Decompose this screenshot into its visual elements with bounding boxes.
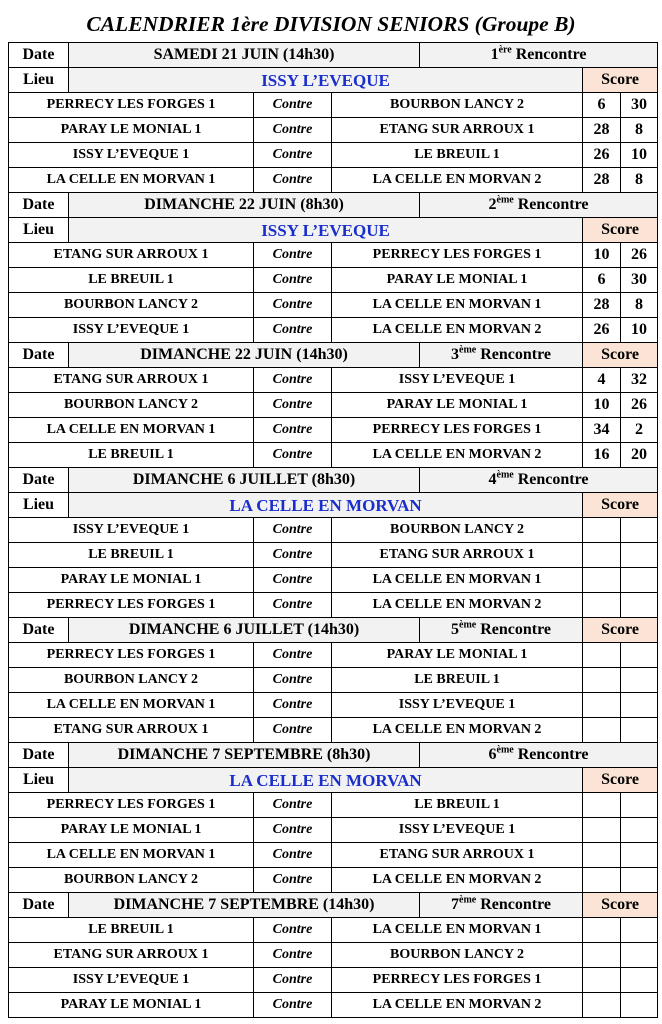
match-row — [9, 643, 658, 668]
date-row — [9, 743, 658, 768]
away-score: 30 — [621, 268, 658, 293]
away-score — [621, 718, 658, 743]
home-score — [583, 918, 621, 943]
match-row — [9, 293, 658, 318]
home-score — [583, 568, 621, 593]
round-ordinal: ème — [459, 894, 477, 906]
home-team: LE BREUIL 1 — [9, 443, 254, 468]
versus-label: Contre — [254, 643, 332, 668]
home-team: ISSY L’EVEQUE 1 — [9, 518, 254, 543]
date-label: Date — [9, 893, 69, 918]
versus-label: Contre — [254, 168, 332, 193]
away-team: LA CELLE EN MORVAN 2 — [332, 168, 583, 193]
versus-label: Contre — [254, 968, 332, 993]
away-team: PARAY LE MONIAL 1 — [332, 393, 583, 418]
home-team: PARAY LE MONIAL 1 — [9, 568, 254, 593]
versus-label: Contre — [254, 843, 332, 868]
versus-label: Contre — [254, 943, 332, 968]
match-row — [9, 543, 658, 568]
venue-name: LA CELLE EN MORVAN — [69, 493, 583, 518]
home-score — [583, 818, 621, 843]
versus-label: Contre — [254, 593, 332, 618]
away-team: ETANG SUR ARROUX 1 — [332, 543, 583, 568]
match-row — [9, 443, 658, 468]
match-row — [9, 93, 658, 118]
match-row — [9, 143, 658, 168]
venue-row — [9, 218, 658, 243]
away-team: ISSY L’EVEQUE 1 — [332, 368, 583, 393]
round-ordinal: ème — [459, 619, 477, 631]
home-team: PERRECY LES FORGES 1 — [9, 593, 254, 618]
away-team: LA CELLE EN MORVAN 2 — [332, 868, 583, 893]
home-score: 26 — [583, 143, 621, 168]
match-row — [9, 918, 658, 943]
match-row — [9, 518, 658, 543]
away-team: LE BREUIL 1 — [332, 793, 583, 818]
round-label — [420, 43, 658, 68]
round-number: 4 — [488, 471, 497, 488]
round-word: Rencontre — [480, 621, 552, 638]
versus-label: Contre — [254, 668, 332, 693]
home-score — [583, 668, 621, 693]
away-score: 20 — [621, 443, 658, 468]
home-team: ISSY L’EVEQUE 1 — [9, 143, 254, 168]
versus-label: Contre — [254, 93, 332, 118]
home-team: ETANG SUR ARROUX 1 — [9, 368, 254, 393]
round-label — [420, 468, 658, 493]
home-team: LA CELLE EN MORVAN 1 — [9, 843, 254, 868]
round-number: 1 — [490, 46, 499, 63]
home-score — [583, 868, 621, 893]
home-score: 6 — [583, 268, 621, 293]
round-label — [420, 893, 583, 918]
home-team: LA CELLE EN MORVAN 1 — [9, 168, 254, 193]
venue-name: ISSY L’EVEQUE — [69, 68, 583, 93]
home-score — [583, 993, 621, 1018]
round-number: 7 — [451, 896, 460, 913]
match-date: DIMANCHE 6 JUILLET (14h30) — [69, 618, 420, 643]
away-team: LE BREUIL 1 — [332, 143, 583, 168]
match-row — [9, 593, 658, 618]
match-row — [9, 943, 658, 968]
versus-label: Contre — [254, 318, 332, 343]
home-score — [583, 543, 621, 568]
away-score — [621, 918, 658, 943]
away-score — [621, 818, 658, 843]
home-score — [583, 968, 621, 993]
round-word: Rencontre — [480, 346, 552, 363]
away-team: ETANG SUR ARROUX 1 — [332, 118, 583, 143]
date-row — [9, 343, 658, 368]
match-row — [9, 718, 658, 743]
home-team: PERRECY LES FORGES 1 — [9, 643, 254, 668]
versus-label: Contre — [254, 243, 332, 268]
score-header: Score — [583, 768, 658, 793]
home-score: 10 — [583, 243, 621, 268]
away-score: 26 — [621, 243, 658, 268]
venue-name: LA CELLE EN MORVAN — [69, 768, 583, 793]
date-row — [9, 468, 658, 493]
away-score — [621, 668, 658, 693]
away-score — [621, 693, 658, 718]
home-score: 26 — [583, 318, 621, 343]
round-label — [420, 193, 658, 218]
match-row — [9, 418, 658, 443]
score-header: Score — [583, 218, 658, 243]
versus-label: Contre — [254, 268, 332, 293]
round-word: Rencontre — [517, 746, 589, 763]
date-row — [9, 43, 658, 68]
match-row — [9, 318, 658, 343]
home-team: ISSY L’EVEQUE 1 — [9, 968, 254, 993]
away-team: LA CELLE EN MORVAN 1 — [332, 568, 583, 593]
match-date: DIMANCHE 7 SEPTEMBRE (8h30) — [69, 743, 420, 768]
match-date: DIMANCHE 7 SEPTEMBRE (14h30) — [69, 893, 420, 918]
home-team: ISSY L’EVEQUE 1 — [9, 318, 254, 343]
versus-label: Contre — [254, 443, 332, 468]
home-team: PARAY LE MONIAL 1 — [9, 818, 254, 843]
home-score: 34 — [583, 418, 621, 443]
away-team: LA CELLE EN MORVAN 2 — [332, 318, 583, 343]
venue-label: Lieu — [9, 218, 69, 243]
date-row — [9, 193, 658, 218]
versus-label: Contre — [254, 818, 332, 843]
home-team: PERRECY LES FORGES 1 — [9, 93, 254, 118]
home-score — [583, 593, 621, 618]
away-score — [621, 943, 658, 968]
home-score: 16 — [583, 443, 621, 468]
match-row — [9, 168, 658, 193]
round-number: 5 — [451, 621, 460, 638]
away-score: 10 — [621, 318, 658, 343]
round-word: Rencontre — [517, 471, 589, 488]
date-label: Date — [9, 193, 69, 218]
match-row — [9, 268, 658, 293]
score-header: Score — [583, 618, 658, 643]
away-score — [621, 543, 658, 568]
round-label — [420, 743, 658, 768]
page-title: CALENDRIER 1ère DIVISION SENIORS (Groupe B) — [86, 12, 576, 36]
round-number: 3 — [451, 346, 460, 363]
away-team: PARAY LE MONIAL 1 — [332, 268, 583, 293]
away-team: BOURBON LANCY 2 — [332, 93, 583, 118]
round-number: 2 — [488, 196, 497, 213]
away-team: LA CELLE EN MORVAN 1 — [332, 293, 583, 318]
match-row — [9, 368, 658, 393]
home-team: ETANG SUR ARROUX 1 — [9, 943, 254, 968]
home-team: BOURBON LANCY 2 — [9, 668, 254, 693]
score-header: Score — [583, 493, 658, 518]
round-ordinal: ème — [496, 194, 514, 206]
away-score — [621, 968, 658, 993]
away-score: 8 — [621, 168, 658, 193]
away-score — [621, 843, 658, 868]
home-team: LE BREUIL 1 — [9, 268, 254, 293]
round-ordinal: ème — [459, 344, 477, 356]
versus-label: Contre — [254, 993, 332, 1018]
round-word: Rencontre — [517, 196, 589, 213]
away-score: 10 — [621, 143, 658, 168]
away-team: PERRECY LES FORGES 1 — [332, 243, 583, 268]
home-score — [583, 518, 621, 543]
away-score — [621, 793, 658, 818]
round-ordinal: ère — [498, 44, 512, 56]
home-score — [583, 843, 621, 868]
match-row — [9, 568, 658, 593]
versus-label: Contre — [254, 518, 332, 543]
home-team: BOURBON LANCY 2 — [9, 868, 254, 893]
home-score: 10 — [583, 393, 621, 418]
date-label: Date — [9, 343, 69, 368]
home-team: ETANG SUR ARROUX 1 — [9, 718, 254, 743]
home-team: LA CELLE EN MORVAN 1 — [9, 418, 254, 443]
versus-label: Contre — [254, 793, 332, 818]
home-team: LE BREUIL 1 — [9, 918, 254, 943]
home-score: 4 — [583, 368, 621, 393]
date-label: Date — [9, 468, 69, 493]
home-team: LA CELLE EN MORVAN 1 — [9, 693, 254, 718]
match-row — [9, 243, 658, 268]
away-team: ISSY L’EVEQUE 1 — [332, 818, 583, 843]
home-score — [583, 943, 621, 968]
score-header: Score — [583, 893, 658, 918]
venue-name: ISSY L’EVEQUE — [69, 218, 583, 243]
home-score — [583, 643, 621, 668]
home-score — [583, 793, 621, 818]
versus-label: Contre — [254, 918, 332, 943]
away-team: ETANG SUR ARROUX 1 — [332, 843, 583, 868]
versus-label: Contre — [254, 693, 332, 718]
match-row — [9, 818, 658, 843]
score-header: Score — [583, 68, 658, 93]
away-team: LA CELLE EN MORVAN 2 — [332, 443, 583, 468]
versus-label: Contre — [254, 368, 332, 393]
versus-label: Contre — [254, 568, 332, 593]
away-team: PERRECY LES FORGES 1 — [332, 968, 583, 993]
away-team: LA CELLE EN MORVAN 2 — [332, 718, 583, 743]
home-score: 28 — [583, 293, 621, 318]
away-score: 8 — [621, 293, 658, 318]
away-team: BOURBON LANCY 2 — [332, 943, 583, 968]
round-label — [420, 343, 583, 368]
match-date: DIMANCHE 22 JUIN (8h30) — [69, 193, 420, 218]
away-team: BOURBON LANCY 2 — [332, 518, 583, 543]
match-row — [9, 843, 658, 868]
away-score — [621, 993, 658, 1018]
match-row — [9, 793, 658, 818]
away-team: LE BREUIL 1 — [332, 668, 583, 693]
away-team: LA CELLE EN MORVAN 2 — [332, 593, 583, 618]
round-number: 6 — [488, 746, 497, 763]
away-score: 30 — [621, 93, 658, 118]
away-score: 2 — [621, 418, 658, 443]
match-row — [9, 693, 658, 718]
venue-row — [9, 493, 658, 518]
venue-label: Lieu — [9, 68, 69, 93]
match-date: SAMEDI 21 JUIN (14h30) — [69, 43, 420, 68]
away-team: LA CELLE EN MORVAN 1 — [332, 918, 583, 943]
away-team: LA CELLE EN MORVAN 2 — [332, 993, 583, 1018]
venue-label: Lieu — [9, 493, 69, 518]
away-score: 32 — [621, 368, 658, 393]
date-row — [9, 893, 658, 918]
round-label — [420, 618, 583, 643]
away-score: 26 — [621, 393, 658, 418]
versus-label: Contre — [254, 143, 332, 168]
away-score — [621, 868, 658, 893]
date-row — [9, 618, 658, 643]
versus-label: Contre — [254, 868, 332, 893]
versus-label: Contre — [254, 718, 332, 743]
round-ordinal: ème — [496, 744, 514, 756]
home-team: PARAY LE MONIAL 1 — [9, 118, 254, 143]
match-row — [9, 668, 658, 693]
away-score: 8 — [621, 118, 658, 143]
home-team: BOURBON LANCY 2 — [9, 393, 254, 418]
round-ordinal: ème — [496, 469, 514, 481]
home-team: PERRECY LES FORGES 1 — [9, 793, 254, 818]
venue-row — [9, 68, 658, 93]
match-row — [9, 993, 658, 1018]
match-row — [9, 868, 658, 893]
away-team: PARAY LE MONIAL 1 — [332, 643, 583, 668]
away-score — [621, 568, 658, 593]
venue-row — [9, 768, 658, 793]
home-team: PARAY LE MONIAL 1 — [9, 993, 254, 1018]
away-score — [621, 593, 658, 618]
match-row — [9, 968, 658, 993]
match-date: DIMANCHE 22 JUIN (14h30) — [69, 343, 420, 368]
date-label: Date — [9, 43, 69, 68]
home-score: 6 — [583, 93, 621, 118]
versus-label: Contre — [254, 393, 332, 418]
match-date: DIMANCHE 6 JUILLET (8h30) — [69, 468, 420, 493]
away-score — [621, 643, 658, 668]
away-team: PERRECY LES FORGES 1 — [332, 418, 583, 443]
versus-label: Contre — [254, 118, 332, 143]
versus-label: Contre — [254, 543, 332, 568]
date-label: Date — [9, 618, 69, 643]
home-team: LE BREUIL 1 — [9, 543, 254, 568]
venue-label: Lieu — [9, 768, 69, 793]
round-word: Rencontre — [480, 896, 552, 913]
away-score — [621, 518, 658, 543]
round-word: Rencontre — [515, 46, 587, 63]
home-team: ETANG SUR ARROUX 1 — [9, 243, 254, 268]
date-label: Date — [9, 743, 69, 768]
versus-label: Contre — [254, 293, 332, 318]
home-team: BOURBON LANCY 2 — [9, 293, 254, 318]
match-row — [9, 118, 658, 143]
score-header: Score — [583, 343, 658, 368]
home-score: 28 — [583, 118, 621, 143]
match-row — [9, 393, 658, 418]
versus-label: Contre — [254, 418, 332, 443]
calendar-table — [8, 42, 658, 1018]
home-score — [583, 718, 621, 743]
home-score — [583, 693, 621, 718]
away-team: ISSY L’EVEQUE 1 — [332, 693, 583, 718]
home-score: 28 — [583, 168, 621, 193]
